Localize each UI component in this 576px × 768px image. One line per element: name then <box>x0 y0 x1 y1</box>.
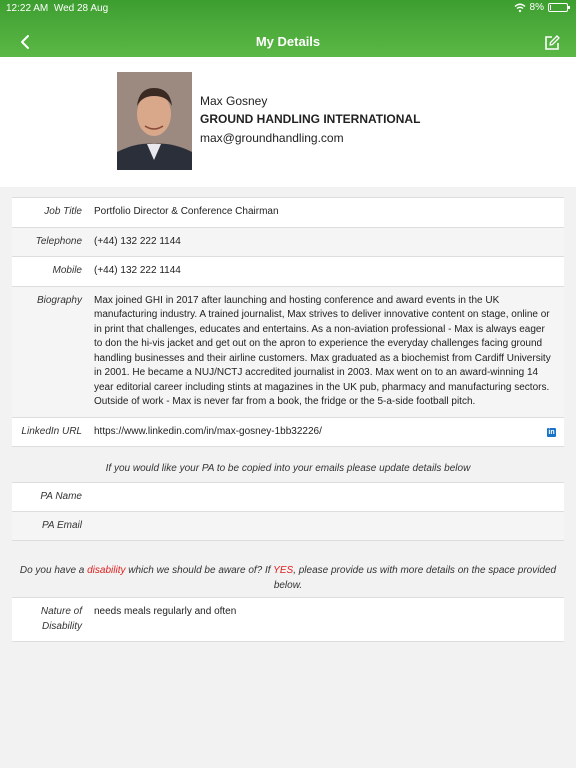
disability-row[interactable] <box>12 598 564 642</box>
pa-label: PA Email <box>41 520 82 531</box>
profile-email: max@groundhandling.com <box>200 131 344 145</box>
pa-table <box>12 482 564 541</box>
detail-row-job-title[interactable] <box>12 198 564 228</box>
detail-value: (+44) 132 222 1144 <box>94 235 181 247</box>
pa-email-field[interactable] <box>82 512 564 540</box>
status-date: Wed 28 Aug <box>53 3 109 14</box>
battery-level <box>550 5 551 10</box>
details-table <box>12 197 564 447</box>
detail-label: Job Title <box>44 206 82 217</box>
pa-label: PA Name <box>40 491 82 502</box>
disability-field[interactable]: needs meals regularly and often <box>94 606 237 617</box>
detail-row-telephone[interactable] <box>12 228 564 258</box>
detail-row-mobile[interactable] <box>12 257 564 287</box>
detail-label: Mobile <box>52 265 82 276</box>
disability-table <box>12 597 564 642</box>
detail-row-linkedin[interactable] <box>12 418 564 448</box>
status-bar <box>0 0 576 16</box>
disability-label: Nature of Disability <box>40 606 82 632</box>
yes-highlight: YES <box>273 565 294 576</box>
disability-note: Do you have a disability which we should be aware of? If YES, please provide us with more details on the space provided below. <box>19 565 557 591</box>
wifi-icon <box>514 3 526 13</box>
header-bar <box>0 0 576 57</box>
page-title: My Details <box>255 34 321 49</box>
linkedin-icon[interactable]: in <box>548 428 555 436</box>
status-time: 12:22 AM <box>6 3 49 14</box>
profile-card <box>0 57 576 187</box>
detail-label: LinkedIn URL <box>21 425 82 437</box>
detail-value: Portfolio Director & Conference Chairman <box>94 206 279 217</box>
disability-highlight: disability <box>87 565 126 576</box>
battery-percent: 8% <box>529 2 544 13</box>
pa-row-email[interactable] <box>12 512 564 541</box>
pa-row-name[interactable] <box>12 483 564 512</box>
pa-name-field[interactable] <box>82 483 564 511</box>
avatar <box>117 72 192 170</box>
edit-icon[interactable] <box>544 35 560 51</box>
detail-value: Max joined GHI in 2017 after launching and hosting conference and award events in the UK manufacturing industry. A trained journalist, Max strives to deliver innovative content on stage, online or in print that challenges, educates and entertains. As a non-aviation professional - Max is always eager to don the hi-vis jacket and get out on the apron to experience the everyday challenges facing ground handling businesses and their airline customers. Max graduated as a biochemist from Cardiff University in 2001. He became a NUJ/NCTJ accredited journalist in 2003. Max went on to an award-winning 14 year editorial career including stints at magazines in the UK pub, pharmacy and manufacturing sectors. Outside of work - Max is never far from a book, the fridge or the 5-a-side football pitch. <box>94 294 551 407</box>
detail-label: Telephone <box>35 235 82 247</box>
detail-value: (+44) 132 222 1144 <box>94 265 181 276</box>
linkedin-url[interactable]: https://www.linkedin.com/in/max-gosney-1bb32226/ <box>94 425 322 437</box>
detail-label: Biography <box>36 294 82 306</box>
pa-note: If you would like your PA to be copied into your emails please update details below <box>105 463 471 474</box>
battery-icon <box>548 3 568 12</box>
detail-row-biography[interactable] <box>12 287 564 418</box>
profile-name: Max Gosney <box>200 94 268 108</box>
profile-company: GROUND HANDLING INTERNATIONAL <box>200 112 421 126</box>
